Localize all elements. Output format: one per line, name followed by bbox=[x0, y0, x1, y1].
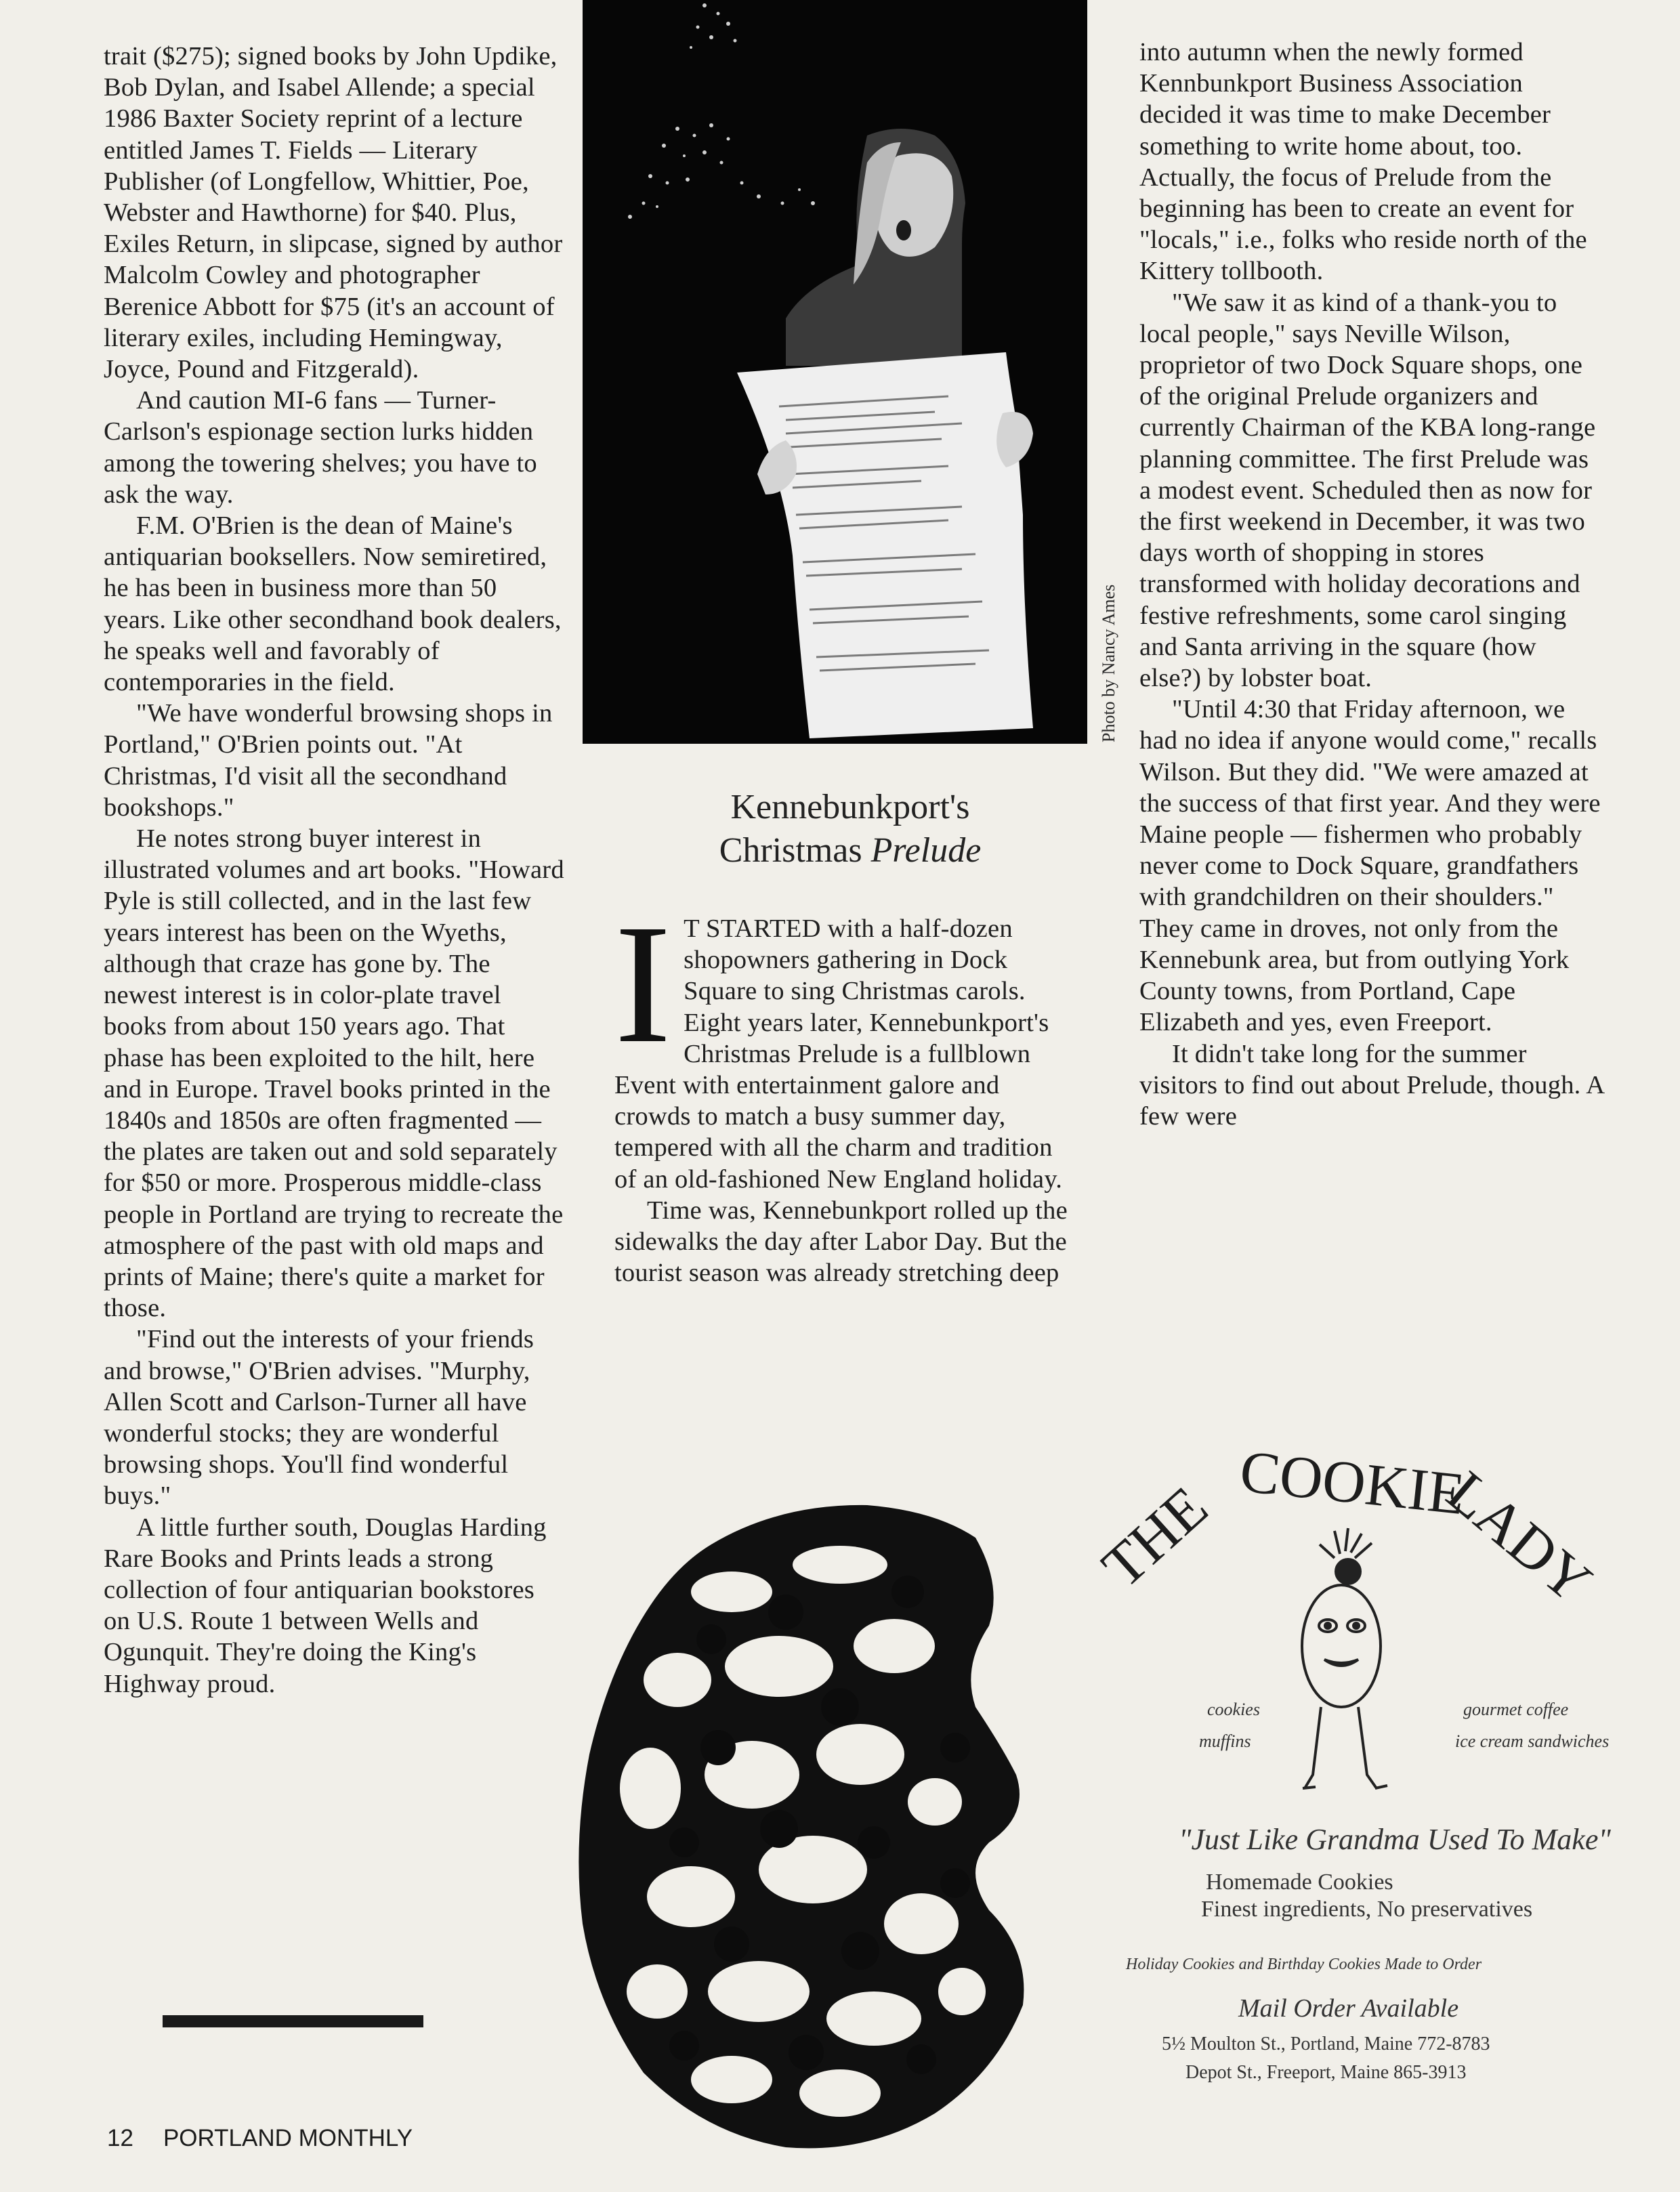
middle-column bbox=[614, 889, 1080, 1288]
headline-line-1: Kennebunkport's bbox=[730, 788, 970, 826]
ad-holiday-orders: Holiday Cookies and Birthday Cookies Made to Order bbox=[1126, 1956, 1482, 1973]
right-paragraph-3: "Until 4:30 that Friday afternoon, we had no idea if anyone would come," recalls Wilson. But they did. "We were amazed at the success of that first year. And they were Maine people — fishermen who probably never come to Dock Square, grandfathers with grandchildren on their shoulders." They came in droves, not only from the Kennebunk area, but from outlying York County towns, from Portland, Cape Elizabeth and yes, even Freeport. bbox=[1139, 695, 1601, 1037]
section-end-rule bbox=[163, 2015, 423, 2027]
left-paragraph-4: "We have wonderful browsing shops in Portland," O'Brien points out. "At Christmas, I'd visit all the secondhand bookshops." bbox=[104, 699, 553, 822]
magazine-name: PORTLAND MONTHLY bbox=[163, 2125, 413, 2151]
middle-paragraph-1 bbox=[614, 889, 1080, 1195]
ad-title-lady: LADY bbox=[1434, 1458, 1604, 1616]
ad-tagline: "Just Like Grandma Used To Make" bbox=[1179, 1823, 1611, 1856]
ad-title-the: THE bbox=[1090, 1474, 1221, 1601]
left-paragraph-5: He notes strong buyer interest in illustrated volumes and art books. "Howard Pyle is still collected, and in the last few years interest has been on the Wyeths, although that craze has gone by. The newest interest is in color-plate travel books from about 150 years ago. That phase has been exploited to the hilt, here and in Europe. Travel books printed in the 1840s and 1850s are often fragmented — the plates are taken out and sold separately for $50 or more. Prosperous middle-class people in Portland are trying to recreate the atmosphere of the past with old maps and prints of Maine; there's quite a market for those. bbox=[104, 824, 564, 1323]
ad-address-freeport: Depot St., Freeport, Maine 865-3913 bbox=[1185, 2062, 1467, 2083]
page-footer bbox=[107, 2124, 413, 2153]
page-number: 12 bbox=[107, 2125, 133, 2151]
ad-item-muffins: muffins bbox=[1199, 1731, 1251, 1751]
ad-homemade: Homemade Cookies bbox=[1206, 1870, 1393, 1895]
ad-item-cookies: cookies bbox=[1207, 1700, 1260, 1719]
ad-item-coffee: gourmet coffee bbox=[1463, 1700, 1569, 1719]
left-paragraph-1: trait ($275); signed books by John Updike, Bob Dylan, and Isabel Allende; a special 1986 Baxter Society reprint of a lecture entitled James T. Fields — Literary Publisher (of Longfellow, Whittier, Poe, Webster and Hawthorne) for $40. Plus, Exiles Return, in slipcase, signed by author Malcolm Cowley and photographer Berenice Abbott for $75 (it's an account of literary exiles, including Hemingway, Joyce, Pound and Fitzgerald). bbox=[104, 42, 563, 384]
headline-line-2 bbox=[613, 829, 1087, 872]
left-paragraph-2: And caution MI-6 fans — Turner-Carlson's espionage section lurks hidden among the towering shelves; you have to ask the way. bbox=[104, 386, 537, 509]
ad-mail-order: Mail Order Available bbox=[1238, 1994, 1459, 2023]
cookie-lady-figure bbox=[1302, 1528, 1387, 1788]
right-paragraph-1: into autumn when the newly formed Kennbunkport Business Association decided it was time to make December something to write home about, too. Actually, the focus of Prelude from the beginning has been to create an event for "locals," i.e., folks who reside north of the Kittery tollbooth. bbox=[1139, 38, 1587, 286]
left-paragraph-7: A little further south, Douglas Harding Rare Books and Prints leads a strong collection of four antiquarian bookstores on U.S. Route 1 between Wells and Ogunquit. They're doing the King's Highway proud. bbox=[104, 1513, 547, 1698]
drop-cap: I bbox=[614, 889, 672, 1078]
ad-address-portland: 5½ Moulton St., Portland, Maine 772-8783 bbox=[1162, 2033, 1490, 2054]
left-paragraph-6: "Find out the interests of your friends and browse," O'Brien advises. "Murphy, Allen Scott and Carlson-Turner all have wonderful stocks; they are wonderful browsing shops. You'll find wonderful buys." bbox=[104, 1325, 534, 1511]
left-column bbox=[104, 41, 566, 1700]
article-headline bbox=[613, 786, 1087, 872]
carol-singer-photo bbox=[583, 0, 1087, 744]
middle-paragraph-1-text: T STARTED with a half-dozen shopowners gathering in Dock Square to sing Christmas carols. Eight years later, Kennebunkport's Christmas Prelude is a fullblown Event with entertainment galore and crowds to match a busy summer day, tempered with all the charm and tradition of an old-fashioned New England holiday. bbox=[614, 914, 1063, 1194]
ad-ingredients: Finest ingredients, No preservatives bbox=[1201, 1897, 1533, 1922]
ad-title-cookie: COOKIE bbox=[1236, 1438, 1468, 1528]
headline-christmas: Christmas bbox=[719, 831, 871, 870]
photo-credit: Photo by Nancy Ames bbox=[1099, 584, 1118, 742]
left-paragraph-3: F.M. O'Brien is the dean of Maine's antiquarian booksellers. Now semiretired, he has been in business more than 50 years. Like other secondhand book dealers, he speaks well and favorably of contemporaries in the field. bbox=[104, 511, 562, 697]
right-column bbox=[1139, 37, 1604, 1132]
middle-paragraph-2: Time was, Kennebunkport rolled up the sidewalks the day after Labor Day. But the tourist season was already stretching deep bbox=[614, 1196, 1068, 1288]
ad-item-ice-cream: ice cream sandwiches bbox=[1455, 1731, 1610, 1751]
right-paragraph-4: It didn't take long for the summer visitors to find out about Prelude, though. A few were bbox=[1139, 1039, 1604, 1131]
headline-prelude: Prelude bbox=[870, 831, 982, 870]
right-paragraph-2: "We saw it as kind of a thank-you to local people," says Neville Wilson, proprietor of two Dock Square shops, one of the original Prelude organizers and currently Chairman of the KBA long-range planning committee. The first Prelude was a modest event. Scheduled then as now for the first weekend in December, it was two days worth of shopping in stores transformed with holiday decorations and festive refreshments, some carol singing and Santa arriving in the square (how else?) by lobster boat. bbox=[1139, 288, 1596, 693]
